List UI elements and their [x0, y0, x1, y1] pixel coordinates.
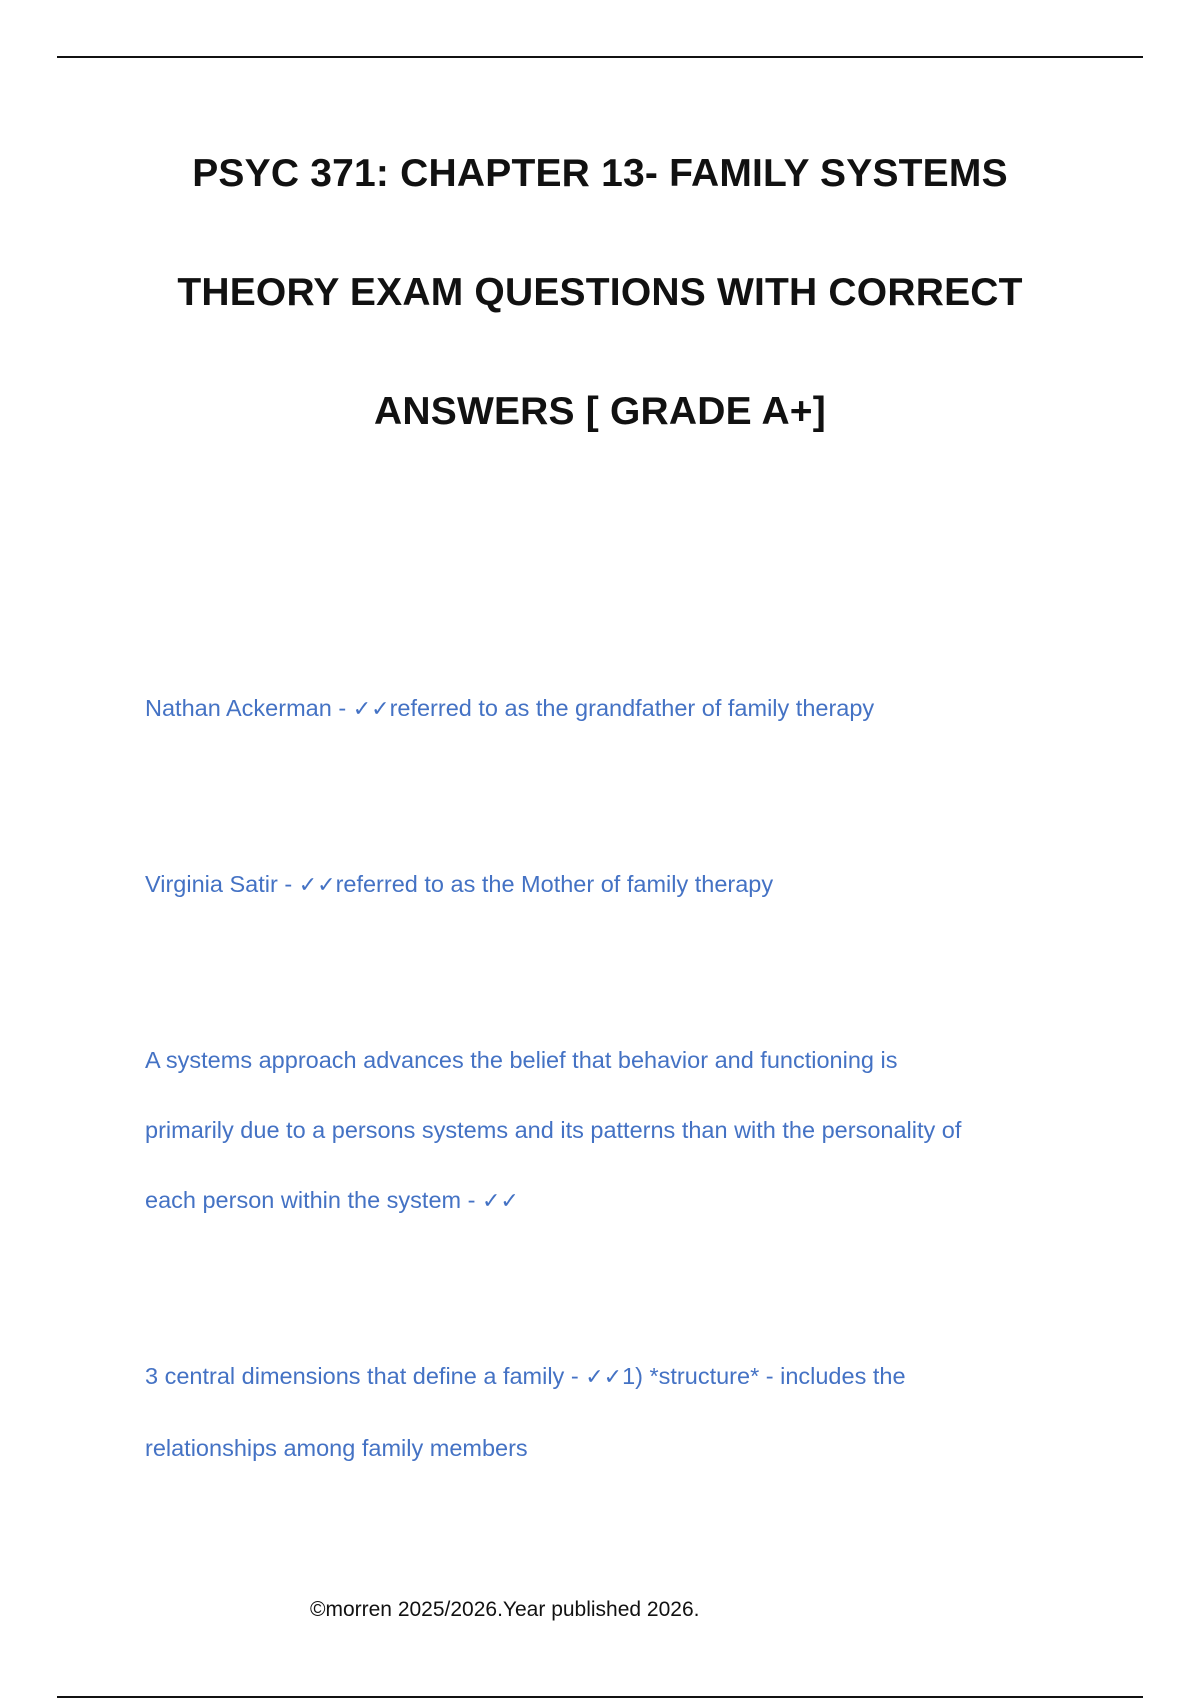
footer-copyright: ©morren 2025/2026.Year published 2026.: [310, 1598, 700, 1621]
qa-item-4-line-1: [145, 1341, 1105, 1413]
double-check-icon: ✓✓: [352, 697, 390, 722]
qa-item-2: [145, 849, 1105, 921]
qa-item-3-line-1: A systems approach advances the belief that behavior and functioning is: [145, 1047, 898, 1073]
qa-item-3: [145, 1025, 1105, 1237]
double-check-icon: ✓✓: [482, 1189, 519, 1214]
qa-item-2-line: [145, 849, 1105, 921]
qa-item-3-line-3: [145, 1165, 1105, 1237]
qa-answer: referred to as the grandfather of family therapy: [389, 695, 875, 721]
title-line-1: PSYC 371: CHAPTER 13- FAMILY SYSTEMS: [192, 152, 1008, 195]
qa-term: Nathan Ackerman -: [145, 695, 353, 721]
qa-answer: 1) *structure* - includes the: [622, 1363, 906, 1389]
qa-item-4-line-2: relationships among family members: [145, 1435, 528, 1461]
title-line-2: THEORY EXAM QUESTIONS WITH CORRECT: [177, 271, 1023, 314]
qa-item-3-line-2: primarily due to a persons systems and its patterns than with the personality of: [145, 1117, 962, 1143]
qa-item-4: [145, 1341, 1105, 1483]
top-rule: [57, 56, 1143, 58]
qa-term: each person within the system -: [145, 1187, 482, 1213]
double-check-icon: ✓✓: [298, 873, 336, 898]
double-check-icon: ✓✓: [585, 1365, 623, 1390]
qa-item-1-line: [145, 673, 1105, 745]
document-title: [57, 140, 1143, 497]
qa-term: 3 central dimensions that define a family -: [145, 1363, 586, 1389]
qa-item-1: [145, 673, 1105, 745]
qa-term: Virginia Satir -: [145, 871, 299, 897]
bottom-rule: [57, 1696, 1143, 1698]
title-line-3: ANSWERS [ GRADE A+]: [374, 390, 826, 433]
qa-answer: referred to as the Mother of family therapy: [335, 871, 774, 897]
